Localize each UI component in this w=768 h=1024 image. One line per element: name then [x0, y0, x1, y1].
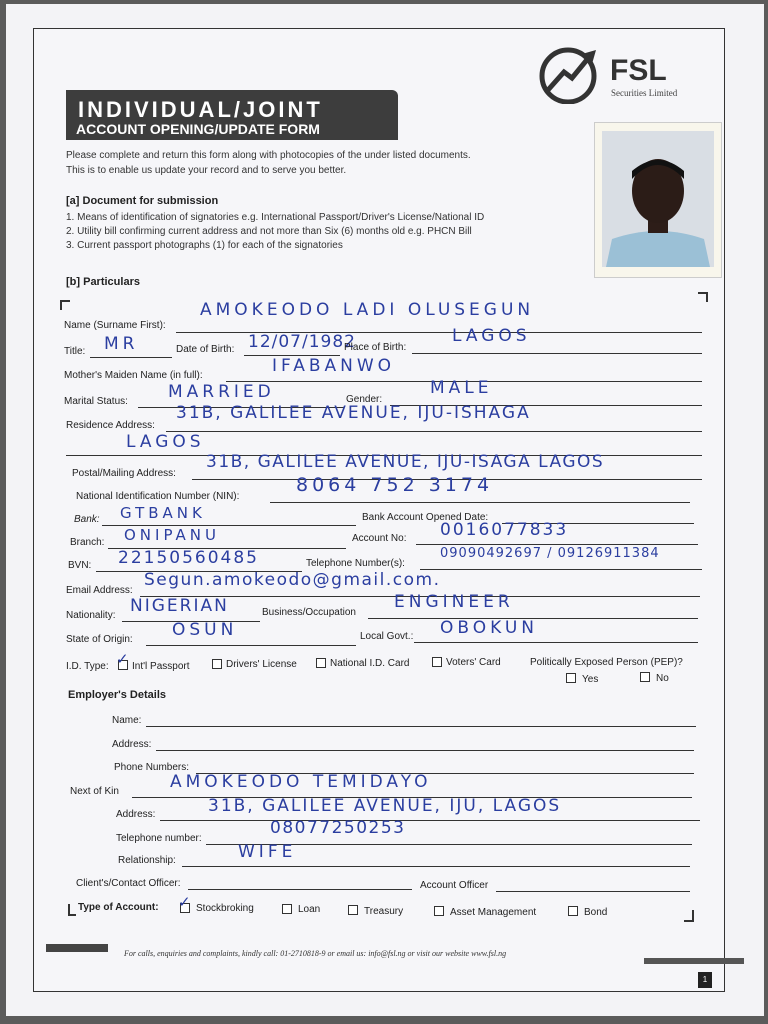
nationality-value[interactable]: NIGERIAN: [130, 596, 229, 616]
kin-phone-value[interactable]: 08077250253: [270, 818, 406, 838]
label-phone: Telephone Number(s):: [306, 558, 405, 569]
kin-address-line: [160, 820, 700, 821]
checkmark-icon: ✓: [116, 651, 129, 668]
id-national-id-checkbox[interactable]: [316, 658, 326, 668]
label-dob: Date of Birth:: [176, 344, 235, 355]
contact-officer-line: [188, 889, 412, 890]
emp-name-line: [146, 726, 696, 727]
residence-value-2[interactable]: LAGOS: [126, 432, 205, 452]
label-contact-officer: Client's/Contact Officer:: [76, 878, 181, 889]
label-gender: Gender:: [346, 394, 383, 405]
branch-value[interactable]: ONIPANU: [124, 526, 220, 544]
intro-line-2: This is to enable us update your record and to serve you better.: [66, 165, 347, 176]
phone-value[interactable]: 09090492697 / 09126911384: [440, 546, 660, 561]
logo-subtitle: Securities Limited: [611, 88, 678, 98]
label-marital: Marital Status:: [64, 396, 128, 407]
account-type-loan: Loan: [298, 904, 321, 915]
label-nationality: Nationality:: [66, 610, 116, 621]
pep-no-checkbox[interactable]: [640, 672, 650, 682]
account-value[interactable]: 0016077833: [440, 520, 569, 540]
account-asset-management-checkbox[interactable]: [434, 906, 444, 916]
employer-header: Employer's Details: [68, 689, 166, 701]
checkmark-icon: ✓: [178, 894, 191, 911]
section-a-title: [a] Document for submission: [66, 195, 219, 207]
doc-item-2: 2. Utility bill confirming current address and not more than Six (6) months old e.g. PHCN Bill: [66, 226, 472, 237]
label-title: Title:: [64, 346, 86, 357]
nin-line: [270, 502, 690, 503]
label-residence: Residence Address:: [66, 420, 155, 431]
id-drivers-license-checkbox[interactable]: [212, 659, 222, 669]
label-pep: Politically Exposed Person (PEP)?: [530, 657, 683, 668]
maiden-value[interactable]: IFABANWO: [272, 356, 396, 376]
label-emp-phone: Phone Numbers:: [114, 762, 190, 773]
gender-value[interactable]: MALE: [430, 378, 493, 398]
dob-value[interactable]: 12/07/1982: [248, 332, 356, 352]
marital-value[interactable]: MARRIED: [168, 382, 275, 402]
label-lga: Local Govt.:: [360, 631, 414, 642]
phone-line: [420, 569, 702, 570]
lga-value[interactable]: OBOKUN: [440, 618, 538, 638]
footer-bar-right: [644, 958, 744, 964]
label-emp-address: Address:: [112, 739, 152, 750]
state-value[interactable]: OSUN: [172, 620, 238, 640]
label-kin: Next of Kin: [70, 786, 119, 797]
label-account-officer: Account Officer: [420, 880, 489, 891]
label-maiden: Mother's Maiden Name (in full):: [64, 370, 203, 381]
label-kin-address: Address:: [116, 809, 156, 820]
email-value[interactable]: Segun.amokeodo@gmail.com.: [144, 570, 441, 590]
id-option-voters: Voters' Card: [446, 657, 501, 668]
lga-line: [414, 642, 698, 643]
pep-yes-label: Yes: [582, 674, 599, 685]
label-kin-relationship: Relationship:: [118, 855, 176, 866]
state-line: [146, 645, 356, 646]
label-occupation: Business/Occupation: [262, 607, 356, 618]
bvn-value[interactable]: 22150560485: [118, 548, 259, 568]
label-emp-name: Name:: [112, 715, 142, 726]
label-kin-phone: Telephone number:: [116, 833, 202, 844]
account-loan-checkbox[interactable]: [282, 904, 292, 914]
form-title: INDIVIDUAL/JOINT: [78, 97, 323, 122]
label-account-type: Type of Account:: [78, 902, 159, 913]
id-option-passport: Int'l Passport: [132, 661, 190, 672]
pob-value[interactable]: LAGOS: [452, 326, 531, 346]
account-officer-line: [496, 891, 690, 892]
account-type-treasury: Treasury: [364, 906, 404, 917]
label-opened: Bank Account Opened Date:: [362, 512, 489, 523]
label-id-type: I.D. Type:: [66, 661, 109, 672]
label-name: Name (Surname First):: [64, 320, 166, 331]
label-pob: Place of Birth:: [344, 342, 407, 353]
corner-mark-bottom-right: [684, 910, 694, 922]
id-option-national: National I.D. Card: [330, 658, 410, 669]
kin-address-value[interactable]: 31B, GALILEE AVENUE, IJU, LAGOS: [208, 796, 562, 816]
label-bank: Bank:: [74, 514, 100, 525]
footer-bar-left: [46, 944, 108, 952]
name-value[interactable]: AMOKEODO LADI OLUSEGUN: [200, 300, 535, 320]
bank-value[interactable]: GTBANK: [120, 504, 206, 522]
corner-mark-bottom-left: [68, 904, 76, 916]
account-bond-checkbox[interactable]: [568, 906, 578, 916]
label-email: Email Address:: [66, 585, 133, 596]
label-branch: Branch:: [70, 537, 105, 548]
label-nin: National Identification Number (NIN):: [76, 491, 240, 502]
account-treasury-checkbox[interactable]: [348, 905, 358, 915]
pob-line: [412, 353, 702, 354]
postal-value[interactable]: 31B, GALILEE AVENUE, IJU-ISAGA LAGOS: [206, 452, 605, 472]
page-number: 1: [698, 972, 712, 988]
account-type-bond: Bond: [584, 907, 608, 918]
id-voters-card-checkbox[interactable]: [432, 657, 442, 667]
doc-item-1: 1. Means of identification of signatories e.g. International Passport/Driver's License/National ID: [66, 212, 485, 223]
footer-contact: For calls, enquiries and complaints, kindly call: 01-2710818-9 or email us: info@fsl.ng or visit our website www.fsl.ng: [124, 949, 507, 958]
corner-mark-top-right: [698, 292, 708, 302]
residence-line: [166, 431, 702, 432]
account-type-asset-management: Asset Management: [450, 907, 537, 918]
label-state: State of Origin:: [66, 634, 133, 645]
occupation-value[interactable]: ENGINEER: [394, 592, 514, 612]
pep-no-label: No: [656, 673, 669, 684]
id-option-drivers: Drivers' License: [226, 659, 297, 670]
intro-line-1: Please complete and return this form along with photocopies of the under listed documents.: [66, 150, 471, 161]
emp-address-line: [156, 750, 694, 751]
title-line: [90, 357, 172, 358]
title-value[interactable]: MR: [104, 334, 139, 354]
account-line: [416, 544, 698, 545]
pep-yes-checkbox[interactable]: [566, 673, 576, 683]
logo-name: FSL: [610, 54, 667, 87]
label-bvn: BVN:: [68, 560, 92, 571]
fsl-logo-icon: [538, 44, 604, 109]
kin-value[interactable]: AMOKEODO TEMIDAYO: [170, 772, 432, 792]
residence-value-1[interactable]: 31B, GALILEE AVENUE, IJU-ISHAGA: [176, 403, 531, 423]
kin-relationship-line: [182, 866, 690, 867]
passport-photo: [594, 122, 722, 278]
kin-relationship-value[interactable]: WIFE: [238, 842, 297, 862]
section-b-title: [b] Particulars: [66, 276, 140, 288]
account-type-stockbroking: Stockbroking: [196, 903, 254, 914]
label-account: Account No:: [352, 533, 407, 544]
form-subtitle: ACCOUNT OPENING/UPDATE FORM: [76, 121, 320, 137]
label-postal: Postal/Mailing Address:: [72, 468, 176, 479]
doc-item-3: 3. Current passport photographs (1) for each of the signatories: [66, 240, 343, 251]
corner-mark-top-left: [60, 300, 70, 310]
nin-value[interactable]: 8064 752 3174: [296, 474, 494, 496]
